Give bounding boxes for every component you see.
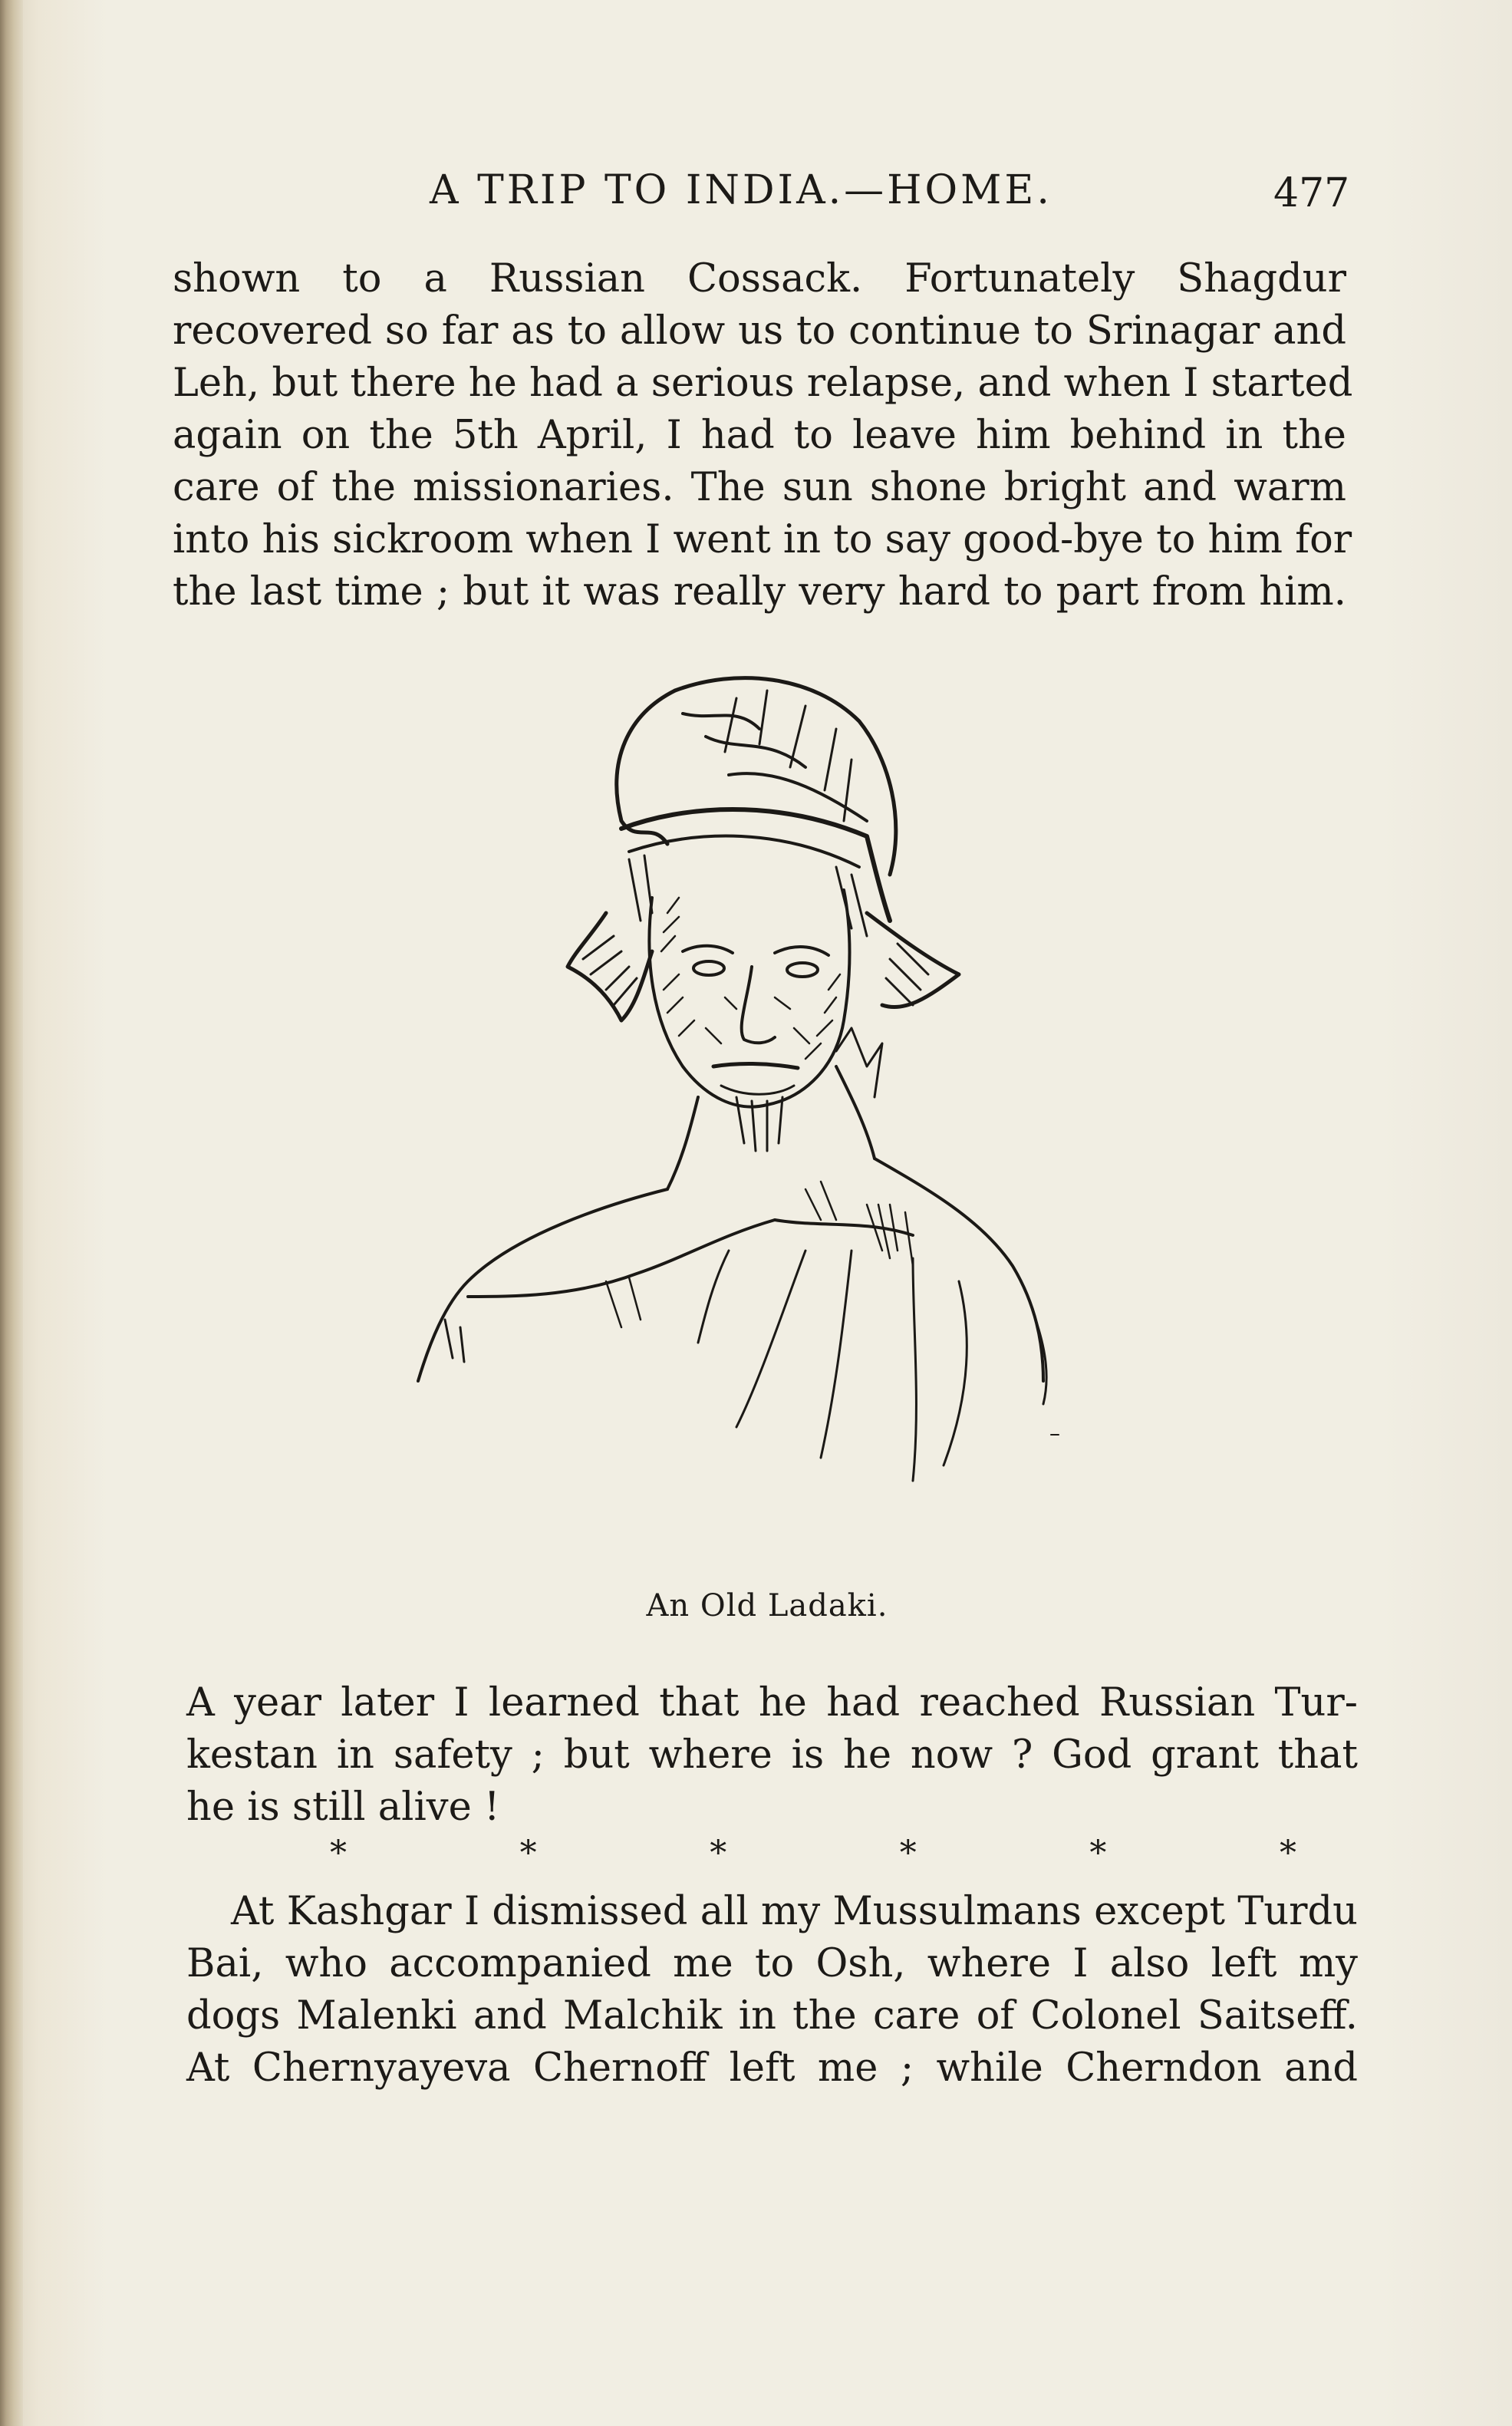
separator-star: * — [330, 1834, 347, 1873]
separator-star: * — [710, 1834, 727, 1873]
text-line: At Kashgar I dismissed all my Mussulmans except Turdu — [231, 1889, 1358, 1934]
text-line: care of the missionaries. The sun shone bright and warm — [173, 465, 1346, 510]
paragraph-year-later — [186, 1677, 1358, 1834]
paragraph-shagdur — [173, 253, 1353, 618]
text-line: shown to a Russian Cossack. Fortunately Shagdur — [173, 256, 1346, 302]
running-head: A TRIP TO INDIA.—HOME. — [430, 167, 1052, 213]
figure-caption: An Old Ladaki. — [646, 1588, 888, 1623]
text-line: he is still alive ! — [186, 1785, 500, 1830]
text-line: the last time ; but it was really very hard to part from him. — [173, 569, 1346, 615]
text-line: Leh, but there he had a serious relapse, and when I started — [173, 361, 1353, 406]
paragraph-kashgar — [186, 1886, 1358, 2095]
text-line: again on the 5th April, I had to leave him behind in the — [173, 413, 1346, 458]
old-ladaki-illustration — [376, 667, 1158, 1588]
text-line: recovered so far as to allow us to continue to Srinagar and — [173, 308, 1346, 354]
separator-star: * — [899, 1834, 917, 1873]
page-number: 477 — [1273, 170, 1350, 216]
section-separator — [330, 1834, 1296, 1873]
text-line: kestan in safety ; but where is he now ? God grant that — [186, 1732, 1358, 1778]
text-line: A year later I learned that he had reached Russian Tur- — [186, 1680, 1358, 1726]
text-line: Bai, who accompanied me to Osh, where I also left my — [186, 1941, 1358, 1986]
text-line: into his sickroom when I went in to say good-bye to him for — [173, 517, 1352, 562]
separator-star: * — [1089, 1834, 1107, 1873]
separator-star: * — [519, 1834, 537, 1873]
text-line: At Chernyayeva Chernoff left me ; while Cherndon and — [186, 2045, 1358, 2091]
text-line: dogs Malenki and Malchik in the care of Colonel Saitseff. — [186, 1993, 1358, 2039]
separator-star: * — [1279, 1834, 1296, 1873]
book-spine-edge — [0, 0, 23, 2426]
